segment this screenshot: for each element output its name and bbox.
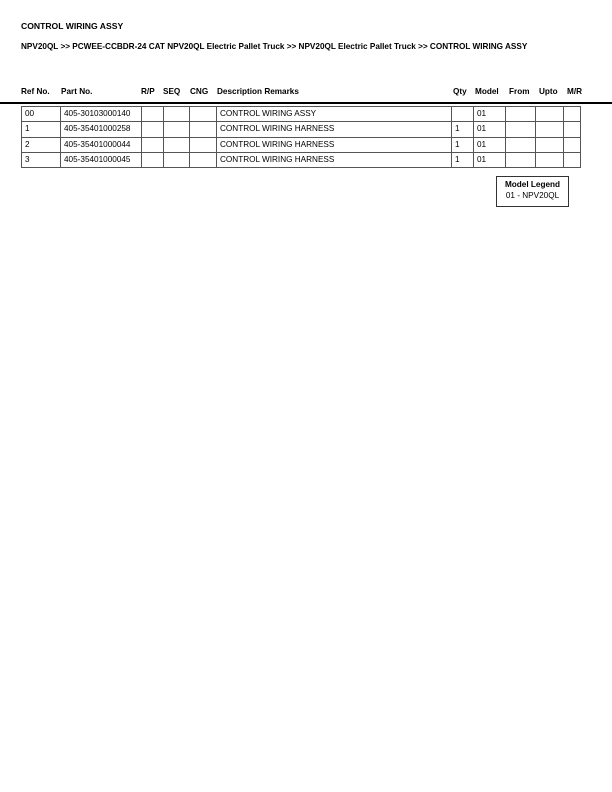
rp-cell (142, 122, 164, 137)
legend-item: 01 - NPV20QL (505, 191, 560, 200)
mr-cell (564, 107, 581, 122)
legend-title: Model Legend (504, 180, 561, 189)
table-row (22, 122, 581, 137)
upto-cell (536, 152, 564, 167)
description-cell: CONTROL WIRING HARNESS (217, 152, 452, 167)
ref-no-cell: 2 (22, 137, 61, 152)
header-ref-no: Ref No. (21, 87, 50, 96)
qty-cell: 1 (452, 122, 474, 137)
table-row (22, 107, 581, 122)
seq-cell (164, 122, 190, 137)
table-row (22, 137, 581, 152)
upto-cell (536, 137, 564, 152)
part-no-cell: 405-35401000044 (61, 137, 142, 152)
ref-no-cell: 3 (22, 152, 61, 167)
mr-cell (564, 152, 581, 167)
header-upto: Upto (539, 87, 558, 96)
model-cell: 01 (474, 137, 506, 152)
model-cell: 01 (474, 122, 506, 137)
header-model: Model (475, 87, 499, 96)
rp-cell (142, 152, 164, 167)
upto-cell (536, 122, 564, 137)
table-header (0, 87, 612, 99)
rp-cell (142, 137, 164, 152)
header-from: From (509, 87, 530, 96)
mr-cell (564, 137, 581, 152)
ref-no-cell: 00 (22, 107, 61, 122)
description-cell: CONTROL WIRING ASSY (217, 107, 452, 122)
table-row (22, 152, 581, 167)
model-cell: 01 (474, 152, 506, 167)
header-rp: R/P (141, 87, 155, 96)
cng-cell (190, 122, 217, 137)
breadcrumb: NPV20QL >> PCWEE-CCBDR-24 CAT NPV20QL Electric Pallet Truck >> NPV20QL Electric Pallet Truck >> CONTROL WIRING ASSY (21, 42, 528, 51)
seq-cell (164, 107, 190, 122)
mr-cell (564, 122, 581, 137)
header-part-no: Part No. (61, 87, 93, 96)
from-cell (506, 107, 536, 122)
rp-cell (142, 107, 164, 122)
description-cell: CONTROL WIRING HARNESS (217, 137, 452, 152)
cng-cell (190, 137, 217, 152)
from-cell (506, 152, 536, 167)
upto-cell (536, 107, 564, 122)
ref-no-cell: 1 (22, 122, 61, 137)
header-qty: Qty (453, 87, 467, 96)
qty-cell: 1 (452, 137, 474, 152)
part-no-cell: 405-35401000258 (61, 122, 142, 137)
header-mr: M/R (567, 87, 583, 96)
header-divider (0, 102, 612, 104)
seq-cell (164, 152, 190, 167)
cng-cell (190, 152, 217, 167)
seq-cell (164, 137, 190, 152)
from-cell (506, 137, 536, 152)
header-seq: SEQ (163, 87, 181, 96)
qty-cell (452, 107, 474, 122)
part-no-cell: 405-35401000045 (61, 152, 142, 167)
part-no-cell: 405-30103000140 (61, 107, 142, 122)
page-title: CONTROL WIRING ASSY (21, 21, 124, 31)
from-cell (506, 122, 536, 137)
model-cell: 01 (474, 107, 506, 122)
parts-table (21, 106, 581, 168)
model-legend (496, 176, 569, 207)
header-cng: CNG (190, 87, 209, 96)
cng-cell (190, 107, 217, 122)
description-cell: CONTROL WIRING HARNESS (217, 122, 452, 137)
qty-cell: 1 (452, 152, 474, 167)
header-description: Description Remarks (217, 87, 299, 96)
